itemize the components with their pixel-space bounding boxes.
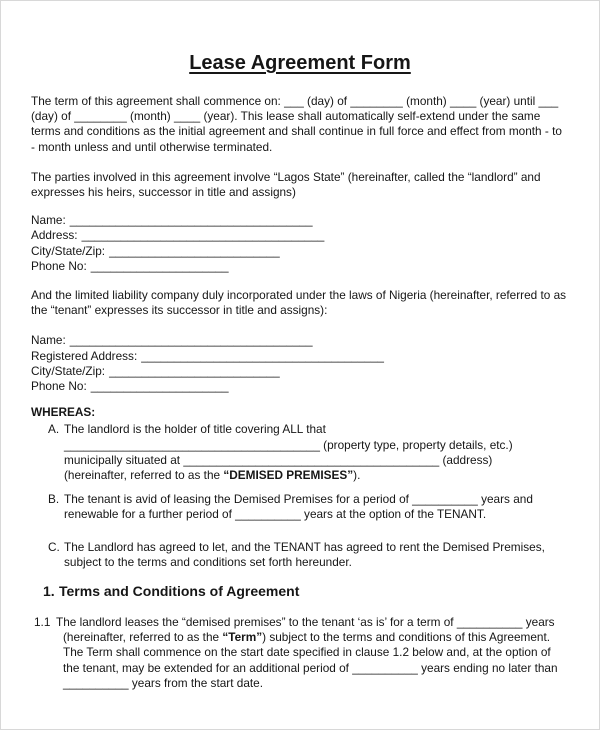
tenant-intro-paragraph: And the limited liability company duly incorporated under the laws of Nigeria (hereinafter, referred to as the “tenant” expresses its successor in title and assigns): [31,288,567,318]
landlord-citystatezip-label: City/State/Zip: [31,243,106,258]
clause-1-1-text-prefix: The landlord leases the “demised premises” to the tenant ‘as is’ for a term of __________ years (hereinafter, referred to as the [56,615,555,645]
whereas-item-c-marker: C. [48,539,60,554]
term-intro-paragraph: The term of this agreement shall commence on: ___ (day) of ________ (month) ____ (year) until ___ (day) of ________ (month) ____ (year). This lease shall automatically self-extend under the same terms and conditions as the initial agreement and shall continue in full force and effect from month - to - month unless and until otherwise terminated. [31,94,562,154]
whereas-item-a-line1: The landlord is the holder of title covering ALL that [64,422,326,437]
tenant-citystatezip-label: City/State/Zip: [31,363,106,378]
landlord-address-field [31,228,569,243]
landlord-fields [31,213,569,274]
landlord-citystatezip-blank: __________________________ [109,243,280,258]
whereas-item-c-text: The Landlord has agreed to let, and the TENANT has agreed to rent the Demised Premises, subject to the terms and conditions set forth hereunder. [64,539,545,569]
whereas-heading: WHEREAS: [31,405,96,420]
whereas-item-a-line3: municipally situated at _______________________________________ (address) [64,452,493,467]
whereas-item-a-marker: A. [48,422,60,437]
landlord-phone-label: Phone No: [31,258,87,273]
clause-1-1-text-suffix: ) subject to the terms and conditions of this Agreement. The Term shall commence on the start date specified in clause 1.2 below and, at the option of the tenant, may be extended for an additional period of __________ years ending no later than __________ years from the start date. [63,630,558,690]
term-defined-word: “Term” [222,630,263,645]
whereas-item-b-text: The tenant is avid of leasing the Demised Premises for a period of __________ years and renewable for a further period of __________ years at the option of the TENANT. [64,492,533,522]
tenant-registered-address-field [31,349,569,364]
tenant-citystatezip-blank: __________________________ [109,363,280,378]
tenant-name-field [31,333,569,348]
tenant-name-label: Name: [31,333,66,348]
tenant-phone-label: Phone No: [31,379,87,394]
whereas-item-b-marker: B. [48,492,60,507]
clause-1-1 [31,615,569,691]
landlord-phone-blank: _____________________ [90,258,229,273]
whereas-item-a-line4-suffix: ). [353,468,361,483]
whereas-item-c [31,540,569,570]
section-1-heading [31,583,569,600]
whereas-item-a [31,422,569,483]
tenant-name-blank: _____________________________________ [69,333,313,348]
landlord-phone-field [31,259,569,274]
demised-premises-term: “DEMISED PREMISES” [223,468,354,483]
section-1-number: 1. [43,583,55,600]
landlord-citystatezip-field [31,244,569,259]
clause-1-1-marker: 1.1 [34,615,51,630]
tenant-citystatezip-field [31,364,569,379]
tenant-registered-address-label: Registered Address: [31,348,138,363]
whereas-item-a-line4-prefix: (hereinafter, referred to as the [64,468,224,483]
tenant-registered-address-blank: _____________________________________ [141,348,384,363]
landlord-name-label: Name: [31,213,66,228]
section-1-title: Terms and Conditions of Agreement [59,583,300,600]
parties-paragraph: The parties involved in this agreement involve “Lagos State” (hereinafter, called the “landlord” and expresses his heirs, successor in title and assigns) [31,169,541,200]
landlord-name-blank: _____________________________________ [69,213,313,228]
tenant-fields [31,333,569,394]
whereas-item-b [31,492,569,522]
landlord-address-blank: _____________________________________ [81,228,325,243]
tenant-phone-field [31,379,569,394]
landlord-name-field [31,213,569,228]
clause-1-1-text [56,615,558,690]
whereas-item-a-line2: _______________________________________ (property type, property details, etc.) [64,437,513,452]
tenant-phone-blank: _____________________ [90,379,229,394]
document-title: Lease Agreement Form [189,52,411,74]
whereas-item-a-line4 [64,468,569,483]
landlord-address-label: Address: [31,228,78,243]
